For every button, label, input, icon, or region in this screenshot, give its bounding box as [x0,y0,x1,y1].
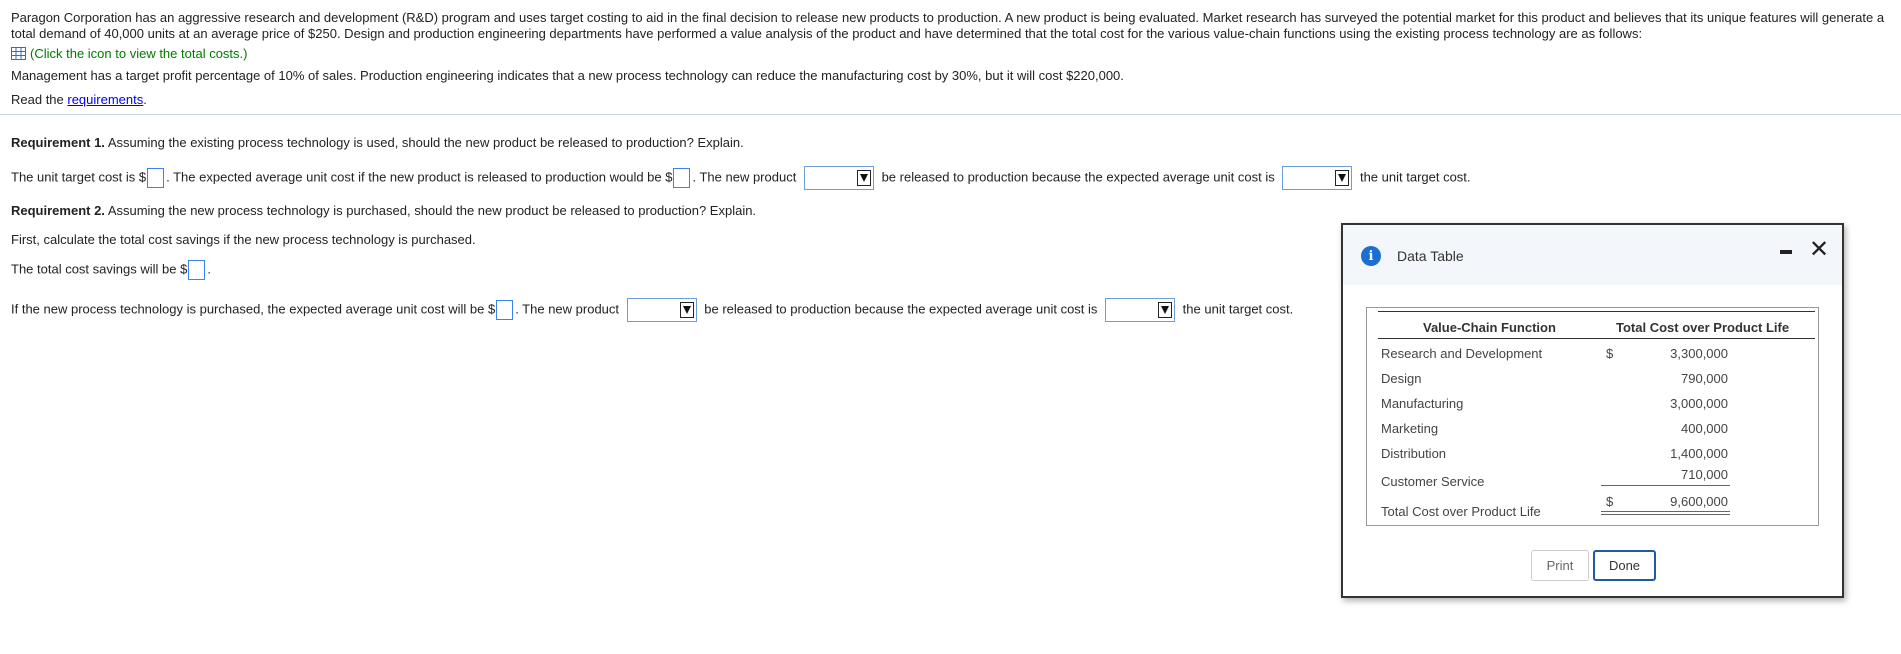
row-label: Marketing [1381,421,1439,436]
req2-s1: If the new process technology is purchased, the expected average unit cost will be $ [11,301,496,317]
dropdown-arrow-icon[interactable] [680,302,694,318]
row-dollar: $ [1606,346,1614,361]
col-header-function: Value-Chain Function [1423,320,1556,335]
row-value: 3,300,000 [1670,346,1728,361]
req1-s1: The unit target cost is $ [11,169,147,185]
col-header-cost: Total Cost over Product Life [1616,320,1790,335]
row-label: Manufacturing [1381,396,1464,411]
savings-line [11,260,211,280]
req2-s2: . The new product [515,301,620,317]
row-value: 3,000,000 [1670,396,1728,411]
problem-content [11,10,1891,62]
req1-comparison-select[interactable] [1282,166,1352,190]
req2-heading [11,203,756,218]
intro-text: Paragon Corporation has an aggressive research and development (R&D) program and uses target costing to aid in the final decision to release new products to production. A new product is being evaluated. Market research has surveyed the potential market for this product and believes that its unique features will generate a total demand of 40,000 units at an average price of $250. Design and production engineering departments have performed a value analysis of the product and have determined that the total cost for the various value-chain functions using the existing process technology are as follows: [11,10,1885,41]
row-value: 710,000 [1681,467,1728,482]
cost-savings-input[interactable] [188,260,205,280]
req2-release-select[interactable] [627,298,697,322]
req1-heading [11,135,744,150]
total-double-rule-1 [1601,511,1730,512]
table-header-rule [1378,338,1815,339]
req2-s4: the unit target cost. [1182,301,1294,317]
minimize-icon[interactable] [1780,250,1792,254]
close-icon[interactable]: ✕ [1809,235,1830,263]
table-icon[interactable] [11,47,26,60]
req2-s3: be released to production because the expected average unit cost is [704,301,1098,317]
req2-first-line: First, calculate the total cost savings if the new process technology is purchased. [11,232,476,247]
row-value: 1,400,000 [1670,446,1728,461]
modal-title: Data Table [1397,248,1464,264]
view-costs-link[interactable] [11,44,1891,62]
req1-label: Requirement 1. [11,135,105,150]
dropdown-arrow-icon[interactable] [1335,170,1349,186]
cost-table [1366,307,1819,526]
row-label: Distribution [1381,446,1447,461]
new-unit-cost-input[interactable] [496,300,513,320]
data-table-modal [1341,223,1844,598]
req2-answer-line [11,298,1293,322]
row-label: Design [1381,371,1422,386]
read-suffix: . [143,92,147,107]
req1-question: Assuming the existing process technology is used, should the new product be released to production? Explain. [104,135,744,150]
subtotal-rule [1601,485,1730,486]
total-value: 9,600,000 [1670,494,1728,509]
row-label: Research and Development [1381,346,1543,361]
req1-s3: . The new product [692,169,797,185]
total-dollar: $ [1606,494,1614,509]
req1-release-select[interactable] [804,166,874,190]
done-button[interactable]: Done [1593,550,1656,581]
req1-s5: the unit target cost. [1359,169,1471,185]
divider [0,114,1901,115]
req1-s4: be released to production because the expected average unit cost is [881,169,1275,185]
row-value: 790,000 [1681,371,1728,386]
view-costs-text[interactable]: (Click the icon to view the total costs.) [30,45,248,61]
row-value: 400,000 [1681,421,1728,436]
info-icon: i [1361,246,1381,266]
read-prefix: Read the [11,92,68,107]
read-requirements [11,92,147,107]
savings-end: . [207,261,211,277]
req1-s2: . The expected average unit cost if the new product is released to production would be $ [166,169,673,185]
total-label: Total Cost over Product Life [1381,504,1541,519]
print-button[interactable]: Print [1531,550,1589,581]
savings-text: The total cost savings will be $ [11,261,188,277]
table-top-rule [1378,311,1815,312]
req1-answer-line [11,166,1471,190]
dropdown-arrow-icon[interactable] [857,170,871,186]
req2-label: Requirement 2. [11,203,105,218]
req2-comparison-select[interactable] [1105,298,1175,322]
modal-header [1343,225,1842,285]
dropdown-arrow-icon[interactable] [1158,302,1172,318]
unit-target-cost-input[interactable] [147,168,164,188]
expected-unit-cost-input[interactable] [673,168,690,188]
management-text: Management has a target profit percentage of 10% of sales. Production engineering indicates that a new process technology can reduce the manufacturing cost by 30%, but it will cost $220,000. [11,68,1124,83]
req2-question: Assuming the new process technology is purchased, should the new product be released to production? Explain. [104,203,757,218]
row-label: Customer Service [1381,474,1485,489]
requirements-link[interactable]: requirements [67,92,144,107]
total-double-rule-2 [1601,514,1730,515]
